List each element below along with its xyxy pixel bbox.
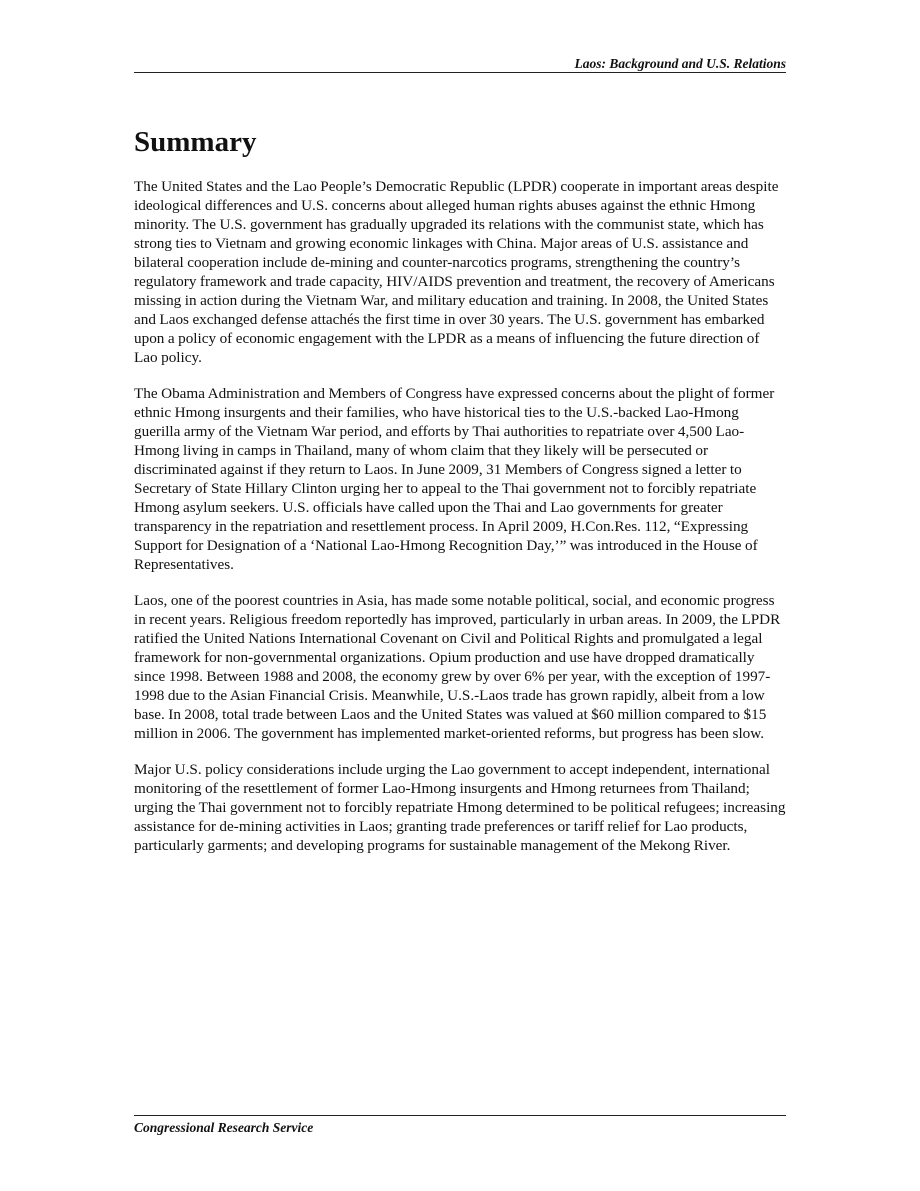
- paragraph: Major U.S. policy considerations include urging the Lao government to accept independent, international monitoring of the resettlement of former Lao-Hmong insurgents and Hmong returnees from Thailand; urging the Thai government not to forcibly repatriate Hmong determined to be political refugees; increasing assistance for de-mining activities in Laos; granting trade preferences or tariff relief for Lao products, particularly garments; and developing programs for sustainable management of the Mekong River.: [134, 761, 786, 854]
- paragraph: Laos, one of the poorest countries in Asia, has made some notable political, social, and economic progress in recent years. Religious freedom reportedly has improved, particularly in urban areas. In 2009, the LPDR ratified the United Nations International Covenant on Civil and Political Rights and promulgated a legal framework for non-governmental organizations. Opium production and use have dropped dramatically since 1998. Between 1988 and 2008, the economy grew by over 6% per year, with the exception of 1997-1998 due to the Asian Financial Crisis. Meanwhile, U.S.-Laos trade has grown rapidly, albeit from a low base. In 2008, total trade between Laos and the United States was valued at $60 million compared to $15 million in 2006. The government has implemented market-oriented reforms, but progress has been slow.: [134, 592, 781, 742]
- paragraph: The United States and the Lao People’s Democratic Republic (LPDR) cooperate in important areas despite ideological differences and U.S. concerns about alleged human rights abuses against the ethnic Hmong minority. The U.S. government has gradually upgraded its relations with the communist state, which has strong ties to Vietnam and growing economic linkages with China. Major areas of U.S. assistance and bilateral cooperation include de-mining and counter-narcotics programs, strengthening the country’s regulatory framework and trade capacity, HIV/AIDS prevention and treatment, the recovery of Americans missing in action during the Vietnam War, and military education and training. In 2008, the United States and Laos exchanged defense attachés the first time in over 30 years. The U.S. government has embarked upon a policy of economic engagement with the LPDR as a means of influencing the future direction of Lao policy.: [134, 178, 779, 366]
- page-header: [134, 56, 786, 73]
- paragraph: The Obama Administration and Members of Congress have expressed concerns about the plight of former ethnic Hmong insurgents and their families, who have historical ties to the U.S.-backed Lao-Hmong guerilla army of the Vietnam War period, and efforts by Thai authorities to repatriate over 4,500 Lao-Hmong living in camps in Thailand, many of whom claim that they likely will be persecuted or discriminated against if they return to Laos. In June 2009, 31 Members of Congress signed a letter to Secretary of State Hillary Clinton urging her to appeal to the Thai government not to forcibly repatriate Hmong asylum seekers. U.S. officials have called upon the Thai and Lao governments for greater transparency in the repatriation and resettlement process. In April 2009, H.Con.Res. 112, “Expressing Support for Designation of a ‘National Lao-Hmong Recognition Day,’” was introduced in the House of Representatives.: [134, 385, 775, 573]
- footer-publisher: Congressional Research Service: [134, 1120, 314, 1135]
- page-footer: [134, 1115, 786, 1136]
- summary-body: [134, 177, 786, 872]
- page-title: Summary: [134, 126, 257, 158]
- running-header-title: Laos: Background and U.S. Relations: [574, 56, 786, 71]
